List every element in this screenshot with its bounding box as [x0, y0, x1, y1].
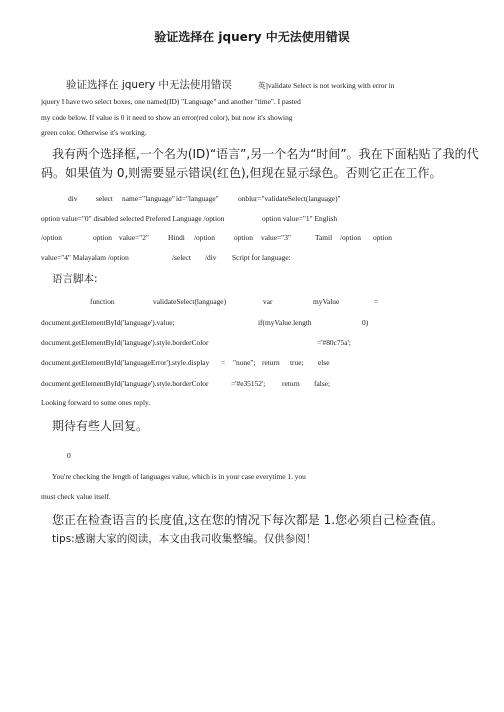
code-token: document.getElementById('language').style.borderColor — [41, 379, 209, 388]
code-token: document.getElementById('languageError').style.display — [41, 358, 210, 367]
closing-en: Looking forward to some ones reply. — [41, 398, 151, 407]
question-title-repeat: 验证选择在 jquery 中无法使用错误 — [66, 79, 232, 91]
code-token: option value="0" disabled selected Prefered Language /option — [41, 214, 225, 223]
question-en-line-3: my code below. If value is 0 it need to show an error(red color), but now it's showing — [41, 113, 293, 122]
code-token: /select — [172, 253, 191, 262]
code-token: value="4" Malayalam /option — [41, 253, 129, 262]
code-token: function — [90, 297, 115, 306]
code-token: option — [234, 233, 253, 242]
code-token: document.getElementById('language').value; — [41, 318, 175, 327]
code-token: Script for language: — [232, 253, 291, 262]
code-token: Hindi — [168, 233, 185, 242]
code-token: = — [221, 358, 226, 367]
answer-en-line-2: must check value itself. — [41, 492, 111, 501]
question-en-line-2: jquery I have two select boxes, one named(ID) "Language" and another "time". I pasted — [41, 97, 301, 106]
code-token: true; — [290, 358, 304, 367]
code-token: myValue — [313, 297, 340, 306]
page-title: 验证选择在 jquery 中无法使用错误 — [154, 30, 350, 44]
answer-en-line-1: You're checking the length of languages value, which is in your case everytime 1. you — [52, 472, 306, 481]
code-token: onblur="validateSelect(language)" — [238, 194, 341, 203]
code-token: ='#e35152'; — [231, 379, 266, 388]
code-token: ='#80c75a'; — [317, 338, 351, 347]
code-token: else — [318, 358, 330, 367]
closing-cn: 期待有些人回复。 — [52, 419, 149, 433]
code-token: var — [263, 297, 273, 306]
code-token: option value="1" English — [262, 214, 338, 223]
code-token: /div — [205, 253, 217, 262]
code-token: value="3" — [261, 233, 291, 242]
answer-cn-line-1: 您正在检查语言的长度值,这在您的情况下每次都是 1.您必须自己检查值。 — [52, 513, 444, 527]
code-token: return — [282, 379, 300, 388]
code-token: = — [374, 297, 379, 306]
code-token: false; — [314, 379, 331, 388]
code-token: div — [68, 194, 78, 203]
code-token: value="2" — [119, 233, 149, 242]
question-cn-line-1: 我有两个选择框,一个名为(ID)“语言”,另一个名为“时间”。我在下面粘贴了我的代 — [52, 147, 479, 161]
code-token: if(myValue.length — [258, 318, 312, 327]
code-token: "none"; — [233, 358, 256, 367]
code-token: id="language" — [176, 194, 219, 203]
question-en-line-4: green color. Otherwise it's working. — [41, 128, 147, 137]
answer-count: 0 — [67, 451, 71, 460]
code-token: Tamil — [315, 233, 333, 242]
code-token: 0) — [362, 318, 369, 327]
code-token: document.getElementById('language').style.borderColor — [41, 338, 209, 347]
code-token: /option — [194, 233, 215, 242]
script-heading: 语言脚本: — [52, 273, 98, 285]
question-cn-line-2: 码。如果值为 0,则需要显示错误(红色),但现在显示绿色。否则它正在工作。 — [41, 166, 442, 180]
code-token: return — [262, 358, 280, 367]
footer-tip: tips:感谢大家的阅读，本文由我司收集整编。仅供参阅！ — [52, 533, 317, 545]
code-token: validateSelect(language) — [153, 297, 227, 306]
code-token: select — [96, 194, 113, 203]
code-token: option — [373, 233, 392, 242]
code-token: option — [93, 233, 112, 242]
code-token: name="language" — [122, 194, 175, 203]
code-token: /option — [41, 233, 62, 242]
question-en-line-1: 英]validate Select is not working with error in — [258, 81, 395, 90]
code-token: /option — [340, 233, 361, 242]
